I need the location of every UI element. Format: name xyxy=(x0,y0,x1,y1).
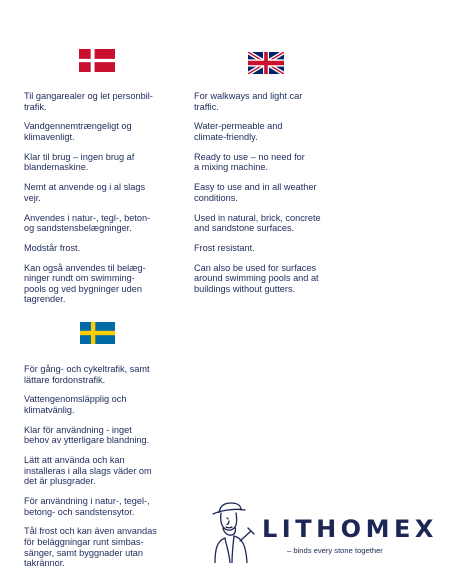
logo-tagline: – binds every stone together xyxy=(287,546,383,555)
swedish-paragraph: Vattengenomsläpplig och klimatvänlig. xyxy=(24,394,127,415)
danish-paragraph: Nemt at anvende og i al slags vejr. xyxy=(24,182,146,203)
danish-paragraph: Kan også anvendes til belæg- ninger rundt om swimming- pools og ved bygninger uden tagrender. xyxy=(24,262,146,305)
danish-paragraph: Klar til brug – ingen brug af blandemaskine. xyxy=(24,151,135,173)
danish-paragraph: Modstår frost. xyxy=(24,242,81,253)
swedish-paragraph: För gång- och cykeltrafik, samt lättare fordonstrafik. xyxy=(24,364,150,385)
swedish-flag-icon xyxy=(80,322,115,344)
danish-paragraph: Anvendes i natur-, tegl-, beton- og sandstensbelægninger. xyxy=(24,212,151,234)
logo-wordmark: LITHOMEX xyxy=(262,515,438,543)
danish-flag-icon xyxy=(79,49,115,72)
stonemason-figure-icon xyxy=(207,501,255,563)
english-paragraph: Ready to use – no need for a mixing machine. xyxy=(194,151,305,173)
danish-paragraph: Vandgennemtrængeligt og klimavenligt. xyxy=(24,121,132,142)
danish-paragraph: Til gangarealer og let personbil- trafik. xyxy=(24,91,153,112)
english-paragraph: Can also be used for surfaces around swimming pools and at buildings without gutters. xyxy=(194,262,319,294)
swedish-paragraph: Lätt att använda och kan installeras i alla slags väder om det är plusgrader. xyxy=(24,455,152,487)
english-paragraph: Frost resistant. xyxy=(194,242,255,253)
danish-text-column xyxy=(24,91,184,314)
swedish-paragraph: Klar för användning - inget behov av ytterligare blandning. xyxy=(24,424,150,446)
uk-flag-icon xyxy=(248,52,284,74)
english-paragraph: For walkways and light car traffic. xyxy=(194,91,303,112)
swedish-paragraph: För användning i natur-, tegel-, betong- och sandstensytor. xyxy=(24,496,150,517)
english-paragraph: Water-permeable and climate-friendly. xyxy=(194,121,283,142)
english-paragraph: Used in natural, brick, concrete and sandstone surfaces. xyxy=(194,212,321,234)
lithomex-logo xyxy=(207,501,437,563)
swedish-paragraph: Tål frost och kan även anvandas för beläggningar runt simbas- sänger, samt byggnader utan takrännor. xyxy=(24,526,157,569)
swedish-text-column xyxy=(24,364,184,578)
english-paragraph: Easy to use and in all weather conditions. xyxy=(194,182,317,203)
english-text-column xyxy=(194,91,344,304)
